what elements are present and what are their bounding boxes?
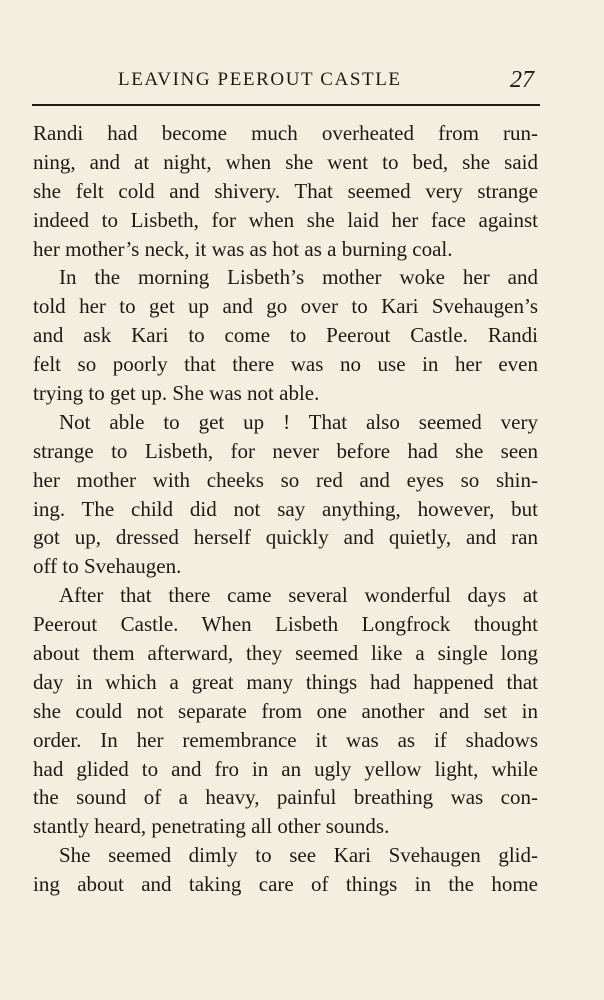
text-line: ning, and at night, when she went to bed, she said (33, 149, 538, 174)
text-line: After that there came several wonderful days at (59, 583, 538, 608)
text-line: off to Svehaugen. (33, 554, 182, 579)
text-line: felt so poorly that there was no use in her even (33, 352, 538, 377)
text-line: In the morning Lisbeth’s mother woke her and (59, 265, 538, 290)
text-line: had glided to and fro in an ugly yellow light, while (33, 756, 538, 781)
text-line: about them afterward, they seemed like a single long (33, 641, 538, 666)
text-line: day in which a great many things had happened that (33, 669, 538, 694)
text-line: and ask Kari to come to Peerout Castle. Randi (33, 323, 538, 348)
text-line: the sound of a heavy, painful breathing was con- (33, 785, 538, 810)
text-line: her mother’s neck, it was as hot as a burning coal. (33, 236, 453, 261)
text-line: strange to Lisbeth, for never before had she seen (33, 438, 538, 463)
text-line: she could not separate from one another and set in (33, 698, 538, 723)
text-line: got up, dressed herself quickly and quietly, and ran (33, 525, 538, 550)
body-text (33, 119, 538, 899)
text-line: Peerout Castle. When Lisbeth Longfrock thought (33, 612, 538, 637)
text-line: ing about and taking care of things in the home (33, 872, 538, 897)
text-line: trying to get up. She was not able. (33, 381, 320, 406)
text-line: told her to get up and go over to Kari Svehaugen’s (33, 294, 538, 319)
text-line: stantly heard, penetrating all other sounds. (33, 814, 390, 839)
text-line: She seemed dimly to see Kari Svehaugen glid- (59, 843, 538, 868)
text-line: she felt cold and shivery. That seemed very strange (33, 178, 538, 203)
running-head (0, 66, 604, 94)
chapter-title: LEAVING PEEROUT CASTLE (118, 69, 402, 90)
text-line: order. In her remembrance it was as if shadows (33, 727, 538, 752)
text-line: Randi had become much overheated from run- (33, 121, 538, 145)
text-line: indeed to Lisbeth, for when she laid her face against (33, 207, 538, 232)
text-line: Not able to get up ! That also seemed very (59, 409, 538, 434)
page-number: 27 (510, 67, 534, 93)
text-line: ing. The child did not say anything, however, but (33, 496, 538, 521)
header-rule (32, 104, 540, 106)
text-line: her mother with cheeks so red and eyes so shin- (33, 467, 538, 492)
